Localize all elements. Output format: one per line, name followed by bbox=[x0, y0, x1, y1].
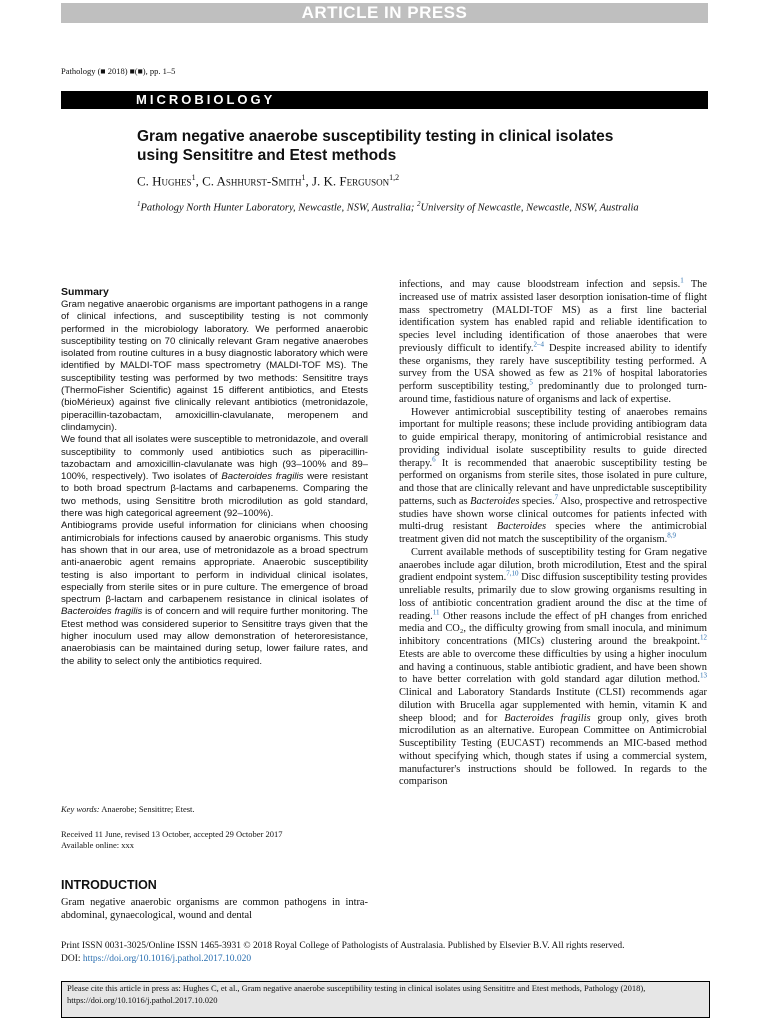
right-column-text bbox=[399, 276, 707, 789]
affiliation-text: Pathology North Hunter Laboratory, Newcastle, NSW, Australia; bbox=[140, 202, 418, 214]
reference-link[interactable]: 7 bbox=[554, 493, 559, 502]
summary-heading: Summary bbox=[61, 286, 109, 298]
reference-link[interactable]: 11 bbox=[432, 608, 440, 617]
reference-link[interactable]: 5 bbox=[529, 378, 533, 387]
affiliations bbox=[137, 197, 657, 216]
issn-line: Print ISSN 0031-3025/Online ISSN 1465-3931 © 2018 Royal College of Pathologists of Australasia. Published by Elsevier B.V. All rights reserved. bbox=[61, 941, 625, 951]
keywords-list: Anaerobe; Sensititre; Etest. bbox=[101, 804, 195, 814]
section-label: MICROBIOLOGY bbox=[61, 91, 708, 109]
author-list bbox=[137, 173, 399, 189]
text-run: species. bbox=[519, 495, 555, 507]
reference-link[interactable]: 7,10 bbox=[506, 569, 519, 578]
summary-paragraph bbox=[61, 434, 368, 520]
author-name: C. Hughes bbox=[137, 173, 192, 189]
introduction-text: Gram negative anaerobic organisms are common pathogens in intra-abdominal, gynaecological, wound and dental bbox=[61, 897, 368, 921]
species-name: Bacteroides fragilis bbox=[221, 471, 304, 483]
body-paragraph bbox=[399, 276, 707, 407]
affiliation-number: 2 bbox=[417, 200, 421, 208]
species-name: Bacteroides fragilis bbox=[61, 606, 143, 618]
text-run: Other reasons include the effect of pH changes from enriched media and CO₂, the difficulty growing from small inocula, and minimum inhibitory concentrations (MICs) clustering around the breakpoint. bbox=[399, 610, 707, 647]
text-run: The increased use of matrix assisted laser desorption ionisation-time of flight mass spectrometry (MALDI-TOF MS) as a first line bacterial identification system has enabled rapid and reliable identification to species level including identification of those anaerobes that were previously difficult to identify. bbox=[399, 279, 707, 354]
species-name: Bacteroides bbox=[470, 495, 520, 507]
body-paragraph bbox=[399, 407, 707, 547]
article-dates bbox=[61, 829, 282, 851]
doi-label: DOI: bbox=[61, 954, 81, 964]
author-name: C. Ashhurst-Smith bbox=[202, 173, 302, 189]
author-affiliation-mark: 1 bbox=[191, 173, 196, 182]
text-run: Also, prospective and retrospective studies have shown worse clinical outcomes for patients infected with multi-drug resistant bbox=[399, 495, 707, 533]
journal-reference: Pathology (■ 2018) ■(■), pp. 1–5 bbox=[61, 66, 176, 76]
citation-box: Please cite this article in press as: Hughes C, et al., Gram negative anaerobe susceptibility testing in clinical isolates using Sensititre and Etest methods, Pathology (2018), https://doi.org/10.1016/j.pathol.2017.10.020 bbox=[61, 981, 710, 1018]
doi-link[interactable]: https://doi.org/10.1016/j.pathol.2017.10.020 bbox=[82, 954, 252, 964]
reference-link[interactable]: 2–4 bbox=[533, 340, 545, 349]
text-run: species where the antimicrobial treatment given did not match the susceptibility of the organism. bbox=[399, 521, 707, 545]
available-online: Available online: xxx bbox=[61, 840, 135, 850]
text-run: group only, gives broth microdilution as an alternative. European Committee on Antimicrobial Susceptibility Testing (EUCAST) recommends an MIC-based method without specifying which, though states if using a commercial system, manufacturer's instructions should be followed. In regards to the comparison bbox=[399, 712, 707, 788]
text-run: However antimicrobial susceptibility testing of anaerobes remains important for multiple reasons; these include providing antibiogram data to guide empirical therapy, monitoring of antimicrobial resistance and providing individual isolate susceptibility results to guide directed therapy. bbox=[399, 406, 707, 469]
text-run: Antibiograms provide useful information for clinicians when choosing antimicrobials for infections caused by anaerobic organisms. This study has shown that in our area, use of metronidazole as a broad spectrum anti-anaerobic agent remains appropriate. Anaerobic susceptibility testing is also important to perform in individual clinical isolates, especially from sterile sites or in pure culture. The emergence of broad spectrum β-lactam and carbapenem resistance in clinical isolates of bbox=[61, 520, 368, 606]
affiliation-number: 1 bbox=[137, 200, 141, 208]
reference-link[interactable]: 1 bbox=[680, 276, 684, 285]
issn-footer bbox=[61, 940, 708, 966]
reference-link[interactable]: 6 bbox=[432, 455, 436, 464]
keywords-label: Key words: bbox=[61, 804, 100, 814]
received-dates: Received 11 June, revised 13 October, accepted 29 October 2017 bbox=[61, 829, 283, 839]
author-separator: , bbox=[195, 173, 203, 189]
affiliation-text: University of Newcastle, Newcastle, NSW, Australia bbox=[420, 202, 639, 214]
introduction-heading: INTRODUCTION bbox=[61, 878, 157, 892]
text-run: were resistant to both broad spectrum β-lactams and carbapenems. Comparing the two methods, using Sensititre broth microdilution as gold standard, there was high categorical agreement (92–100%). bbox=[61, 471, 368, 520]
text-run: predominantly due to prolonged turn-around time, fastidious nature of organisms and lack of expertise. bbox=[399, 381, 707, 405]
doi-line bbox=[61, 953, 708, 966]
summary-section bbox=[61, 286, 368, 668]
species-name: Bacteroides fragilis bbox=[504, 712, 591, 724]
summary-paragraph: Gram negative anaerobic organisms are important pathogens in a range of clinical infections, and susceptibility testing is not commonly performed in the microbiology laboratory. We performed anaerobic susceptibility testing on 70 clinically relevant Gram negative anaerobes isolated from routine cultures in a busy diagnostic laboratory which were identified by MALDI-TOF mass spectrometry (MALDI-TOF MS). The susceptibility testing was performed by two methods: Sensititre trays (ThermoFisher Scientific) against 15 different antibiotics, and Etests (bioMérieux) against five clinically relevant antibiotics (metronidazole, piperacillin-tazobactam, amoxicillin-clavulanate, meropenem and clindamycin). bbox=[61, 299, 368, 433]
species-name: Bacteroides bbox=[496, 521, 547, 533]
reference-link[interactable]: 8,9 bbox=[667, 531, 676, 540]
author-affiliation-mark: 1 bbox=[301, 173, 306, 182]
text-run: Despite increased ability to identify these organisms, they rarely have susceptibility testing performed. A survey from the USA showed as few as 21% of hospital laboratories perform susceptibility testing, bbox=[399, 342, 707, 392]
reference-link[interactable]: 12 bbox=[700, 633, 707, 642]
text-run: Etests are able to overcome these difficulties by using a higher inoculum and having a continuous, stable antibiotic gradient, and have been shown to have better correlation with gold standard agar dilution method. bbox=[399, 648, 707, 686]
author-name: J. K. Ferguson bbox=[311, 173, 390, 189]
body-paragraph bbox=[399, 547, 707, 789]
text-run: Current available methods of susceptibility testing for Gram negative anaerobes include agar dilution, broth microdilution, Etest and the spiral gradient endpoint system. bbox=[399, 546, 707, 584]
text-run: We found that all isolates were susceptible to metronidazole, and overall susceptibility to commonly used antibiotics such as piperacillin-tazobactam and amoxicillin-clavulanate was high (93–100% and 89–100%, respectively). Two isolates of bbox=[61, 434, 368, 483]
article-in-press-banner: ARTICLE IN PRESS bbox=[61, 3, 708, 23]
author-affiliation-mark: 1,2 bbox=[389, 173, 400, 182]
text-run: It is recommended that anaerobic susceptibility testing be performed on organisms from sterile sites, those isolated in pure culture, and those that are clinically relevant and have unpredictable susceptibility patterns, such as bbox=[399, 457, 707, 507]
text-run: Clinical and Laboratory Standards Institute (CLSI) recommends agar dilution with Brucella agar supplemented with hemin, vitamin K and sheep blood; and for bbox=[399, 687, 707, 724]
summary-paragraph bbox=[61, 520, 368, 668]
author-separator: , bbox=[305, 173, 312, 189]
text-run: infections, and may cause bloodstream infection and sepsis. bbox=[399, 279, 681, 290]
text-run: Disc diffusion susceptibility testing provides unreliable results, primarily due to slow growing organisms resulting in loss of antibiotic concentration gradient around the disc at the time of reading. bbox=[399, 572, 707, 622]
text-run: is of concern and will require further monitoring. The Etest method was considered superior to Sensititre trays given that the higher inoculum used may allow demonstration of heteroresistance, anaerobiasis can be maintained during setup, lower failure rates, and the ability to select only the antibiotics required. bbox=[61, 606, 368, 667]
article-title: Gram negative anaerobe susceptibility testing in clinical isolates using Sensititre and Etest methods bbox=[137, 128, 614, 164]
reference-link[interactable]: 13 bbox=[700, 671, 707, 680]
keywords bbox=[61, 804, 195, 814]
